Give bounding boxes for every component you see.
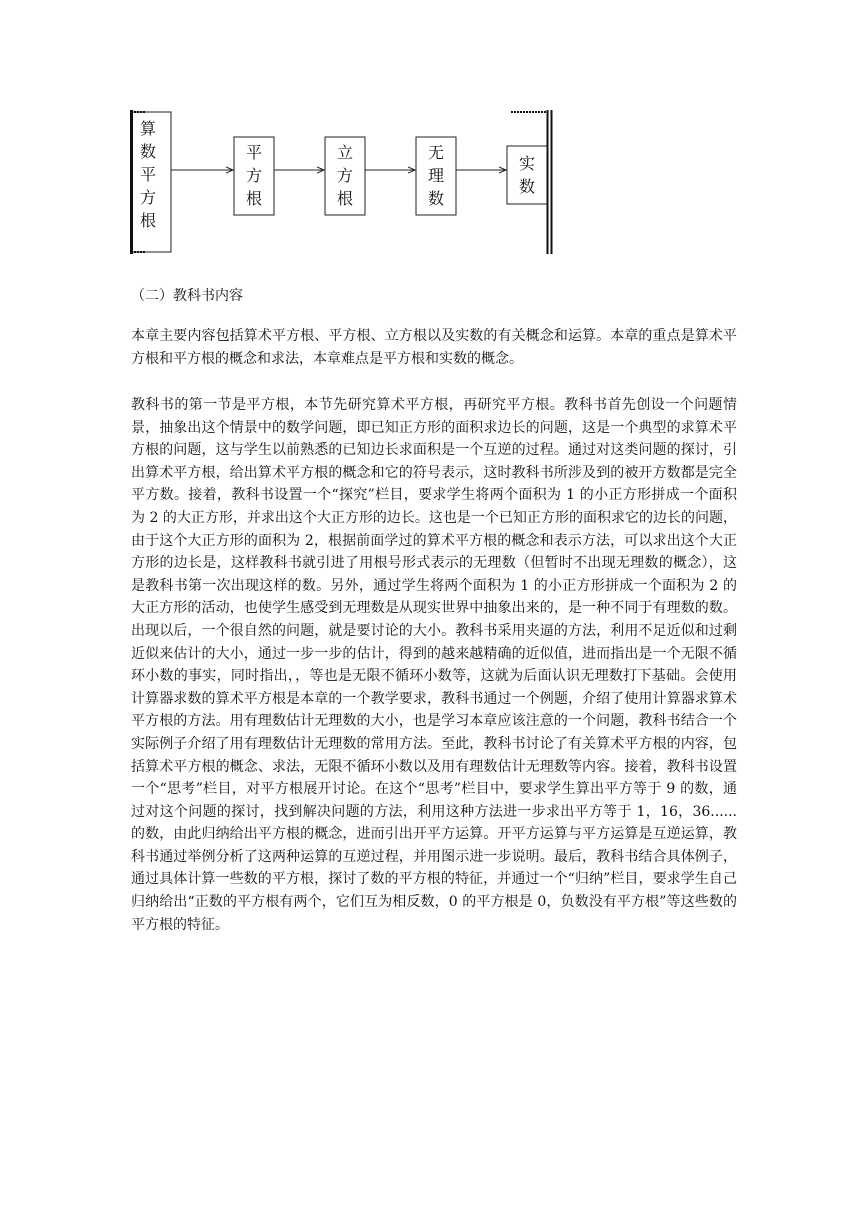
box-label-irrational-number: 无理数 <box>427 143 444 208</box>
paragraph-overview: 本章主要内容包括算术平方根、平方根、立方根以及实数的有关概念和运算。本章的重点是算术平方根和平方根的概念和求法，本章难点是平方根和实数的概念。 <box>131 328 737 367</box>
box-label-square-root: 平方根 <box>245 143 262 208</box>
paragraph-details: 教科书的第一节是平方根，本节先研究算术平方根，再研究平方根。教科书首先创设一个问题情景，抽象出这个情景中的数学问题，即已知正方形的面积求边长的问题，这是一个典型的求算术平方根的问题，这与学生以前熟悉的已知边长求面积是一个互逆的过程。通过对这类问题的探讨，引出算术平方根，给出算术平方根的概念和它的符号表示，这时教科书所涉及到的被开方数都是完全平方数。接着，教科书设置一个“探究”栏目，要求学生将两个面积为 1 的小正方形拼成一个面积为 2 的大正方形，并求出这个大正方形的边长。这也是一个已知正方形的面积求它的边长的问题，由于这个大正方形的面积为 2，根据前面学过的算术平方根的概念和表示方法，可以求出这个大正方形的边长是，这样教科书就引进了用根号形式表示的无理数（但暂时不出现无理数的概念），这是教科书第一次出现这样的数。另外，通过学生将两个面积为 1 的小正方形拼成一个面积为 2 的大正方形的活动，也使学生感受到无理数是从现实世界中抽象出来的，是一种不同于有理数的数。出现以后，一个很自然的问题，就是要讨论的大小。教科书采用夹逼的方法，利用不足近似和过剩近似来估计的大小，通过一步一步的估计，得到的越来越精确的近似值，进而指出是一个无限不循环小数的事实，同时指出，，等也是无限不循环小数等，这就为后面认识无理数打下基础。会使用计算器求数的算术平方根是本章的一个教学要求，教科书通过一个例题，介绍了使用计算器求算术平方根的方法。用有理数估计无理数的大小，也是学习本章应该注意的一个问题，教科书结合一个实际例子介绍了用有理数估计无理数的常用方法。至此，教科书讨论了有关算术平方根的内容，包括算术平方根的概念、求法，无限不循环小数以及用有理数估计无理数等内容。接着，教科书设置一个“思考”栏目，对平方根展开讨论。在这个“思考”栏目中，要求学生算出平方等于 9 的数，通过对这个问题的探讨，找到解决问题的方法，利用这种方法进一步求出平方等于 1，16，36......的数，由此归纳给出平方根的概念，进而引出开平方运算。开平方运算与平方运算是互逆运算，教科书通过举例分析了这两种运算的互逆过程，并用图示进一步说明。最后，教科书结合具体例子，通过具体计算一些数的平方根，探讨了数的平方根的特征，并通过一个“归纳”栏目，要求学生自己归纳给出“正数的平方根有两个，它们互为相反数，0 的平方根是 0，负数没有平方根”等这些数的平方根的特征。 <box>131 397 737 933</box>
box-label-cube-root: 立方根 <box>336 143 353 208</box>
flow-diagram-graphics <box>0 0 860 270</box>
section-heading: （二）教科书内容 <box>131 288 243 304</box>
box-label-real-number: 实数 <box>518 154 535 196</box>
box-label-arithmetic-square-root: 算数平方根 <box>139 119 156 230</box>
concept-flow-diagram <box>0 0 860 270</box>
